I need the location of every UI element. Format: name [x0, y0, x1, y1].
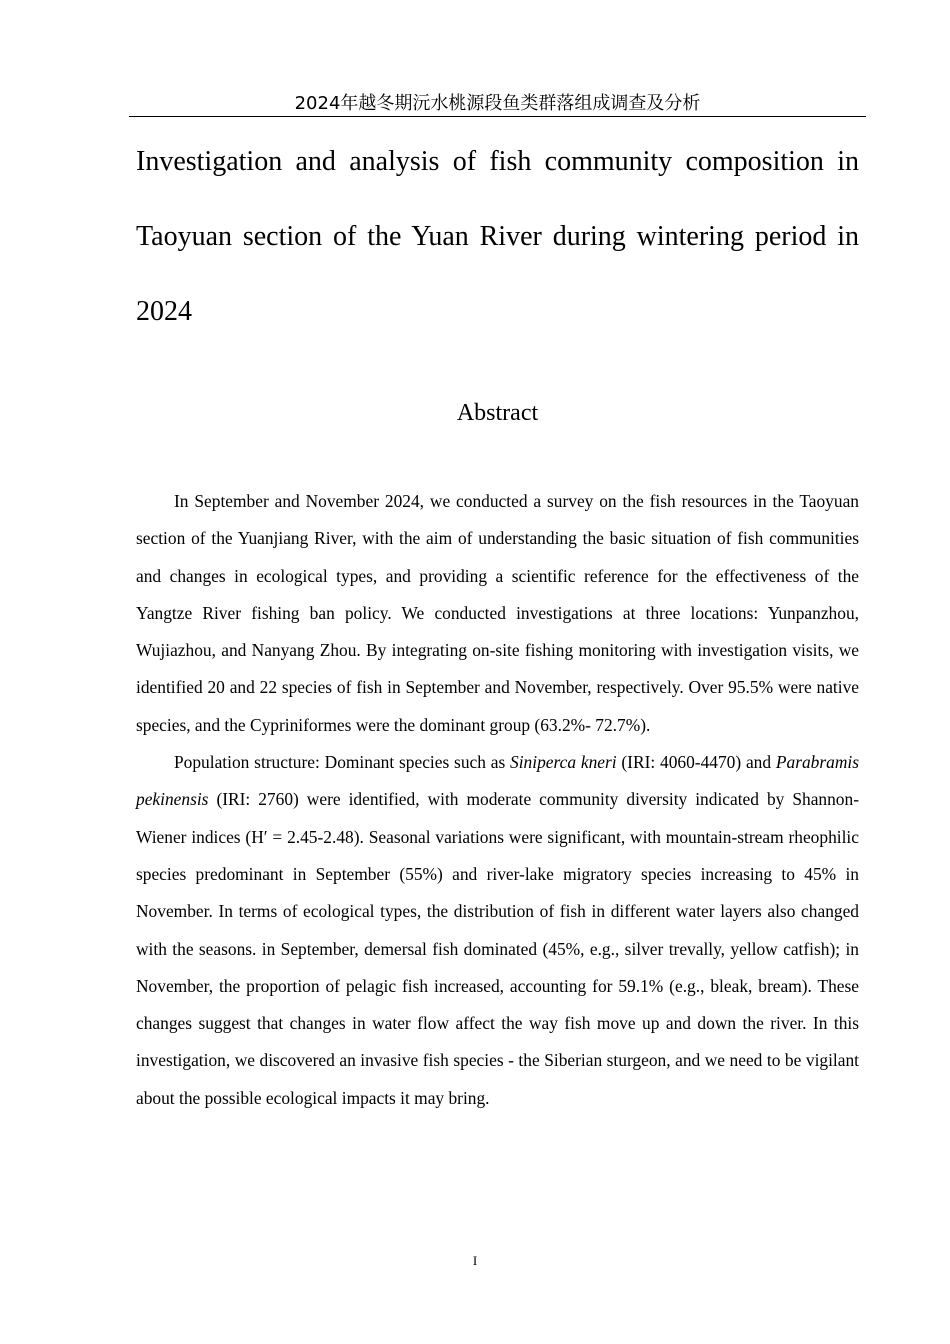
- abstract-body: [136, 483, 859, 1117]
- abstract-heading: Abstract: [456, 400, 539, 426]
- paragraph-2-text-2: (IRI: 4060-4470) and: [616, 752, 776, 773]
- abstract-paragraph-2: [136, 744, 859, 1117]
- paragraph-2-text-3: (IRI: 2760) were identified, with moderate community diversity indicated by Shannon-Wiener indices (H′ = 2.45-2.48). Seasonal variations were significant, with mountain-stream rheophilic species predominant in September (55%) and river-lake migratory species increasing to 45% in November. In terms of ecological types, the distribution of fish in different water layers also changed with the seasons. in September, demersal fish dominated (45%, e.g., silver trevally, yellow catfish); in November, the proportion of pelagic fish increased, accounting for 59.1% (e.g., bleak, bream). These changes suggest that changes in water flow affect the way fish move up and down the river. In this investigation, we discovered an invasive fish species - the Siberian sturgeon, and we need to be vigilant about the possible ecological impacts it may bring.: [136, 789, 859, 1108]
- abstract-paragraph-1: In September and November 2024, we conducted a survey on the fish resources in the Taoyuan section of the Yuanjiang River, with the aim of understanding the basic situation of fish communities and changes in ecological types, and providing a scientific reference for the effectiveness of the Yangtze River fishing ban policy. We conducted investigations at three locations: Yunpanzhou, Wujiazhou, and Nanyang Zhou. By integrating on-site fishing monitoring with investigation visits, we identified 20 and 22 species of fish in September and November, respectively. Over 95.5% were native species, and the Cypriniformes were the dominant group (63.2%- 72.7%).: [136, 491, 859, 735]
- paper-title: Investigation and analysis of fish community composition in Taoyuan section of the Yuan River during wintering period in 2024: [136, 146, 859, 327]
- species-name-parabramis: Parabramis pekinensis: [136, 752, 859, 810]
- header-rule: [129, 116, 866, 117]
- page-number: I: [472, 1253, 478, 1268]
- running-header: 2024年越冬期沅水桃源段鱼类群落组成调查及分析: [294, 93, 701, 114]
- paragraph-2-text-1: Population structure: Dominant species such as: [174, 752, 511, 773]
- species-name-siniperca: Siniperca kneri: [510, 752, 617, 773]
